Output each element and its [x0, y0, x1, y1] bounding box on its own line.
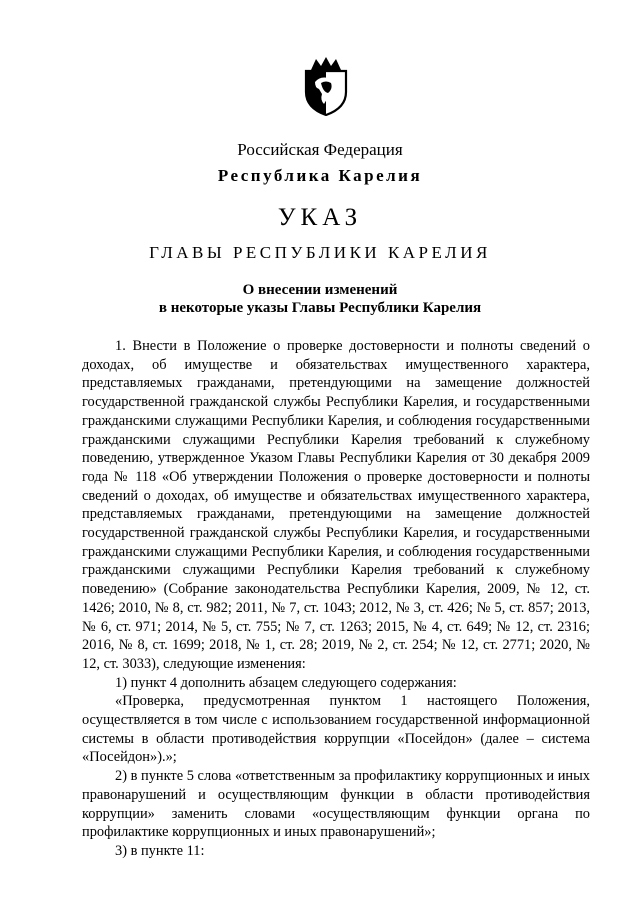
- paragraph: 1. Внести в Положение о проверке достоверности и полноты сведений о доходах, об имуществе и обязательствах имущественного характера, представляемых гражданами, претендующими на замещение должностей государственной гражданской службы Республики Карелия, и государственными гражданскими служащими Республики Карелия, и соблюдения государственными гражданскими служащими Республики Карелия требований к служебному поведению, утвержденное Указом Главы Республики Карелия от 30 декабря 2009 года № 118 «Об утверждении Положения о проверке достоверности и полноты сведений о доходах, об имуществе и обязательствах имущественного характера, представляемых гражданами, претендующими на замещение должностей государственной гражданской службы Республики Карелия, и государственными гражданскими служащими Республики Карелия, и соблюдения государственными гражданскими служащими Республики Карелия требований к служебному поведению» (Собрание законодательства Республики Карелия, 2009, № 12, ст. 1426; 2010, № 8, ст. 982; 2011, № 7, ст. 1043; 2012, № 3, ст. 426; № 5, ст. 857; 2013, № 6, ст. 971; 2014, № 5, ст. 755; № 7, ст. 1263; 2015, № 4, ст. 649; № 12, ст. 2316; 2016, № 8, ст. 1699; 2018, № 1, ст. 28; 2019, № 2, ст. 254; № 12, ст. 2771; 2020, № 12, ст. 3033), следующие изменения:: [82, 338, 590, 672]
- paragraph: 3) в пункте 11:: [115, 842, 205, 859]
- republic-name: Республика Карелия: [217, 166, 423, 185]
- paragraph: «Проверка, предусмотренная пунктом 1 настоящего Положения, осуществляется в том числе с использованием государственной информационной системы в области противодействия коррупции «Посейдон» (далее – система «Посейдон»).»;: [82, 693, 590, 766]
- issuer: ГЛАВЫ РЕСПУБЛИКИ КАРЕЛИЯ: [149, 243, 491, 262]
- title-line-2: в некоторые указы Главы Республики Карелия: [158, 300, 482, 316]
- document-body: [82, 337, 590, 861]
- karelia-coat-of-arms: [302, 56, 350, 116]
- paragraph: 2) в пункте 5 слова «ответственным за профилактику коррупционных и иных правонарушений и осуществляющим функции в области противодействия коррупции» заменить словами «осуществляющим функции органа по профилактике коррупционных и иных правонарушений»;: [82, 768, 590, 841]
- bear-shield-icon: [302, 56, 350, 116]
- document-title: [0, 281, 640, 317]
- country-name: Российская Федерация: [237, 140, 403, 159]
- title-line-1: О внесении изменений: [242, 282, 398, 298]
- document-type: УКАЗ: [277, 204, 363, 231]
- paragraph: 1) пункт 4 дополнить абзацем следующего содержания:: [115, 674, 457, 691]
